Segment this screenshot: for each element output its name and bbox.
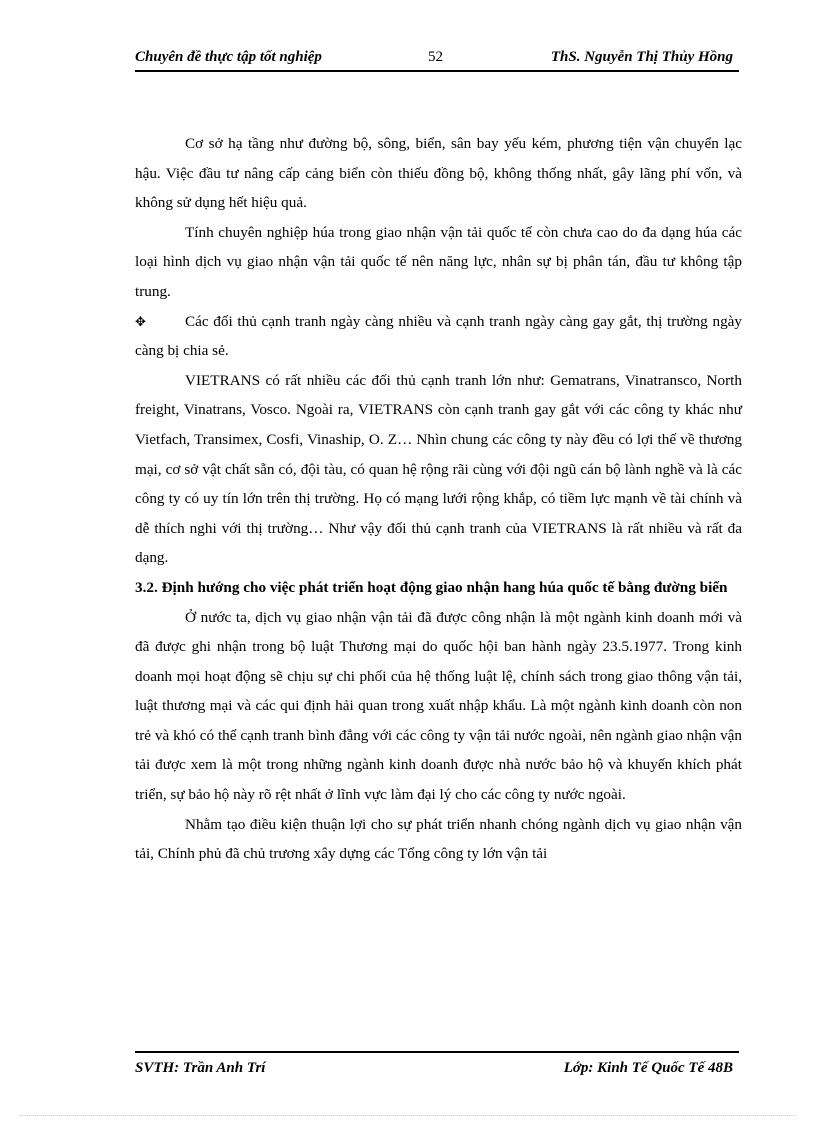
paragraph-competitors: VIETRANS có rất nhiều các đối thủ cạnh tranh lớn như: Gematrans, Vinatransco, North freight, Vinatrans, Vosco. Ngoài ra, VIETRANS còn cạnh tranh gay gắt với các công ty khác như Vietfach, Transimex, Cosfi, Vinaship, O. Z… Nhìn chung các công ty này đều có lợi thế về thương mại, cơ sở vật chất sẵn có, đội tàu, có quan hệ rộng rãi cùng với đội ngũ cán bộ lành nghề và là các công ty có uy tín lớn trên thị trường. Họ có mạng lưới rộng khắp, có tiềm lực mạnh về tài chính và dễ thích nghi với thị trường… Như vậy đối thủ cạnh tranh của VIETRANS là rất nhiều và rất đa dạng. <box>135 371 742 567</box>
bullet-star-icon: ✥ <box>135 313 146 329</box>
bullet-paragraph-competition <box>135 307 742 366</box>
paragraph-government-policy: Nhằm tạo điều kiện thuận lợi cho sự phát triển nhanh chóng ngành dịch vụ giao nhận vận tải, Chính phủ đã chủ trương xây dựng các Tổng công ty lớn vận tải <box>135 815 742 863</box>
paragraph-infrastructure: Cơ sở hạ tầng như đường bộ, sông, biển, sân bay yếu kém, phương tiện vận chuyển lạc hậu. Việc đầu tư nâng cấp cảng biển còn thiếu đồng bộ, không thống nhất, gây lãng phí vốn, và không sử dụng hết hiệu quả. <box>135 135 742 212</box>
section-heading-3-2: 3.2. Định hướng cho việc phát triển hoạt động giao nhận hang húa quốc tế bằng đường biển <box>135 578 728 596</box>
page-bottom-divider <box>20 1115 796 1116</box>
footer-class-name: Lớp: Kinh Tế Quốc Tế 48B <box>563 1060 733 1076</box>
paragraph-legal-framework: Ở nước ta, dịch vụ giao nhận vận tải đã được công nhận là một ngành kinh doanh mới và đã được ghi nhận trong bộ luật Thương mại do quốc hội ban hành ngày 23.5.1977. Trong kinh doanh mọi hoạt động sẽ chịu sự chi phối của hệ thống luật lệ, chính sách trong giao thông vận tải, luật thương mại và các qui định hải quan trong xuất nhập khẩu. Là một ngành kinh doanh còn non trẻ và khó có thể cạnh tranh bình đẳng với các công ty vận tải nước ngoài, nên ngành giao nhận vận tải được xem là một trong những ngành kinh doanh được nhà nước bảo hộ và khuyến khích phát triển, sự bảo hộ này rõ rệt nhất ở lĩnh vực làm đại lý cho các công ty nước ngoài. <box>135 608 742 804</box>
page-footer <box>135 1051 739 1083</box>
bullet-paragraph-text: Các đối thủ cạnh tranh ngày càng nhiều và cạnh tranh ngày càng gay gắt, thị trường ngày càng bị chia sẻ. <box>135 312 742 360</box>
header-supervisor: ThS. Nguyễn Thị Thủy Hồng <box>550 49 733 65</box>
header-page-number: 52 <box>428 49 443 65</box>
page-body <box>135 129 742 869</box>
header-thesis-title: Chuyên đề thực tập tốt nghiệp <box>135 49 322 65</box>
page-header <box>135 46 739 72</box>
paragraph-professionalism: Tính chuyên nghiệp húa trong giao nhận vận tải quốc tế còn chưa cao do đa dạng húa các loại hình dịch vụ giao nhận vận tải quốc tế nên năng lực, nhân sự bị phân tán, đầu tư không tập trung. <box>135 223 742 300</box>
footer-student-name: SVTH: Trần Anh Trí <box>135 1060 266 1076</box>
